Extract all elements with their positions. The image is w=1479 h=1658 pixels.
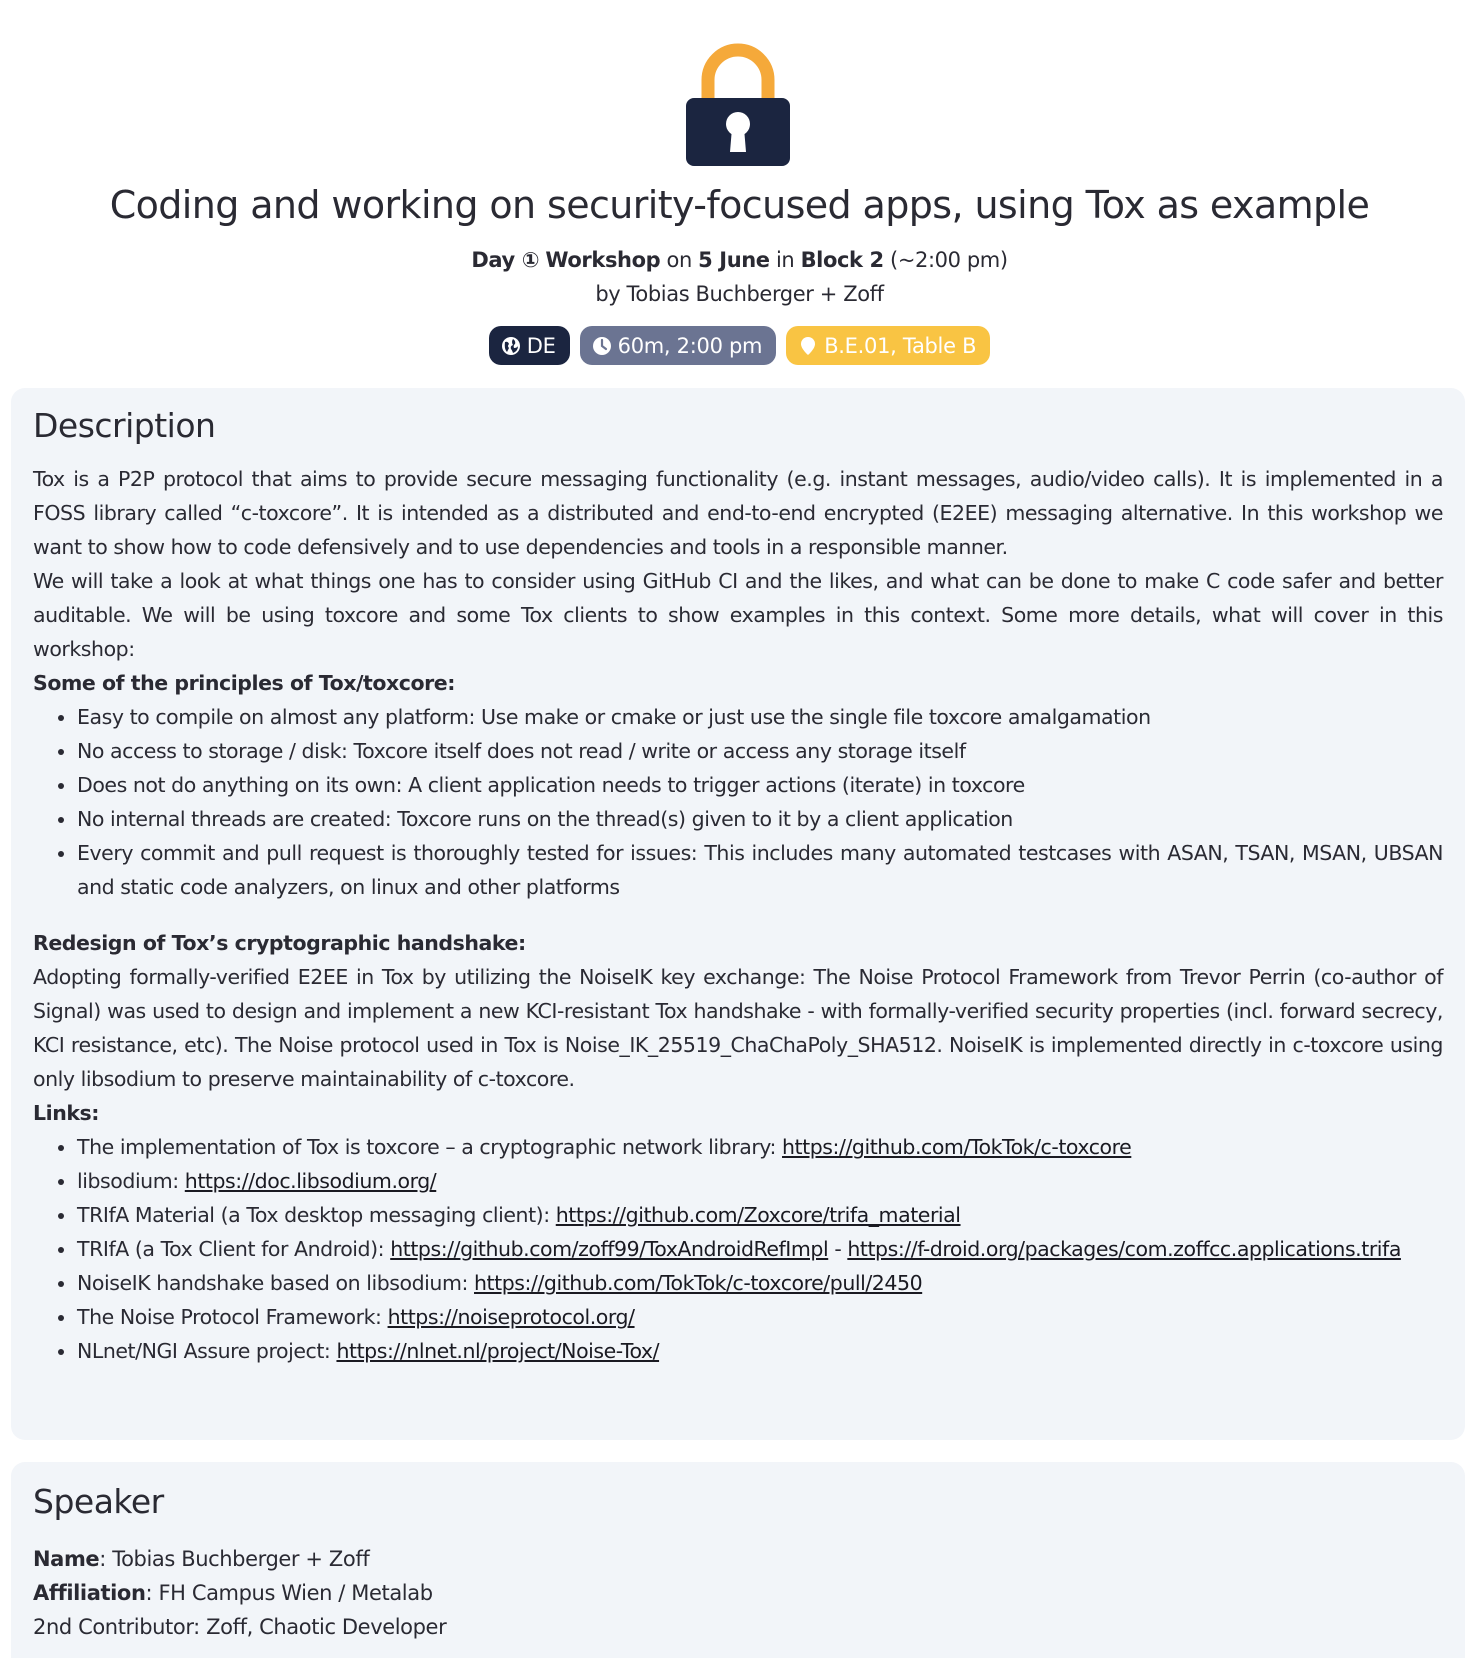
link-toxandroidrefimpl[interactable]: https://github.com/zoff99/ToxAndroidRefImpl [390, 1237, 829, 1261]
link-label: The implementation of Tox is toxcore – a cryptographic network library: [77, 1135, 783, 1159]
link-libsodium[interactable]: https://doc.libsodium.org/ [184, 1169, 437, 1193]
location-badge [786, 326, 990, 365]
link-label: NLnet/NGI Assure project: [77, 1339, 337, 1363]
session-block: Block 2 [800, 248, 884, 272]
session-type: Workshop [545, 248, 661, 272]
meta-on: on [666, 248, 692, 272]
link-label: NoiseIK handshake based on libsodium: [77, 1271, 475, 1295]
speaker-name: Tobias Buchberger + Zoff [112, 1547, 370, 1571]
meta-in: in [775, 248, 795, 272]
link-label: TRIfA Material (a Tox desktop messaging client): [77, 1203, 556, 1227]
lock-icon [686, 40, 790, 166]
map-pin-icon [798, 336, 818, 356]
session-schedule [0, 243, 1479, 277]
language-label: DE [526, 333, 556, 358]
session-meta [0, 243, 1479, 311]
link-noiseprotocol[interactable]: https://noiseprotocol.org/ [387, 1305, 635, 1329]
speaker-contributor-row [33, 1610, 1443, 1644]
time-badge [580, 326, 777, 365]
description-paragraph: We will take a look at what things one has to consider using GitHub CI and the likes, and what can be done to make C code safer and better auditable. We will be using toxcore and some Tox clients to show examples in this context. Some more details, what will cover in this workshop: [33, 569, 1443, 661]
list-item [77, 1266, 1443, 1300]
session-date: 5 June [698, 248, 770, 272]
link-label: TRIfA (a Tox Client for Android): [77, 1237, 391, 1261]
list-item [77, 1198, 1443, 1232]
description-body [33, 462, 1443, 1368]
speaker-affiliation-row: Affiliation: FH Campus Wien / Metalab [33, 1581, 433, 1605]
description-heading: Description [33, 406, 216, 445]
link-label: libsodium: [77, 1169, 185, 1193]
list-item [77, 1300, 1443, 1334]
link-noiseik-pull[interactable]: https://github.com/TokTok/c-toxcore/pull/2450 [474, 1271, 923, 1295]
list-item: • No internal threads are created: Toxcore runs on the thread(s) given to it by a client application [77, 802, 1443, 836]
description-paragraph: Tox is a P2P protocol that aims to provide secure messaging functionality (e.g. instant messages, audio/video calls). It is implemented in a FOSS library called “c-toxcore”. It is intended as a distributed and end-to-end encrypted (E2EE) messaging alternative. In this workshop we want to show how to code defensively and to use dependencies and tools in a responsible manner. [33, 467, 1443, 559]
link-fdroid-trifa[interactable]: https://f-droid.org/packages/com.zoffcc.applications.trifa [847, 1237, 1401, 1261]
links-heading: Links: [33, 1101, 100, 1125]
session-speakers: by Tobias Buchberger + Zoff [595, 282, 884, 306]
list-item [77, 1130, 1443, 1164]
list-item [77, 1232, 1443, 1266]
principles-heading: Some of the principles of Tox/toxcore: [33, 671, 455, 695]
speaker-body [33, 1542, 1443, 1644]
speaker-contributor: Zoff, Chaotic Developer [206, 1615, 447, 1639]
speaker-name-label: Name [33, 1547, 100, 1571]
globe-icon [501, 336, 521, 356]
badge-row [0, 326, 1479, 365]
principles-list [33, 700, 1443, 904]
description-card [11, 388, 1465, 1440]
link-label: The Noise Protocol Framework: [77, 1305, 388, 1329]
speaker-affiliation-label: Affiliation [33, 1581, 146, 1605]
list-item: • Does not do anything on its own: A client application needs to trigger actions (iterate) in toxcore [77, 768, 1443, 802]
redesign-heading: Redesign of Tox’s cryptographic handshake: [33, 931, 526, 955]
redesign-paragraph: Adopting formally-verified E2EE in Tox by utilizing the NoiseIK key exchange: The Noise Protocol Framework from Trevor Perrin (co-author of Signal) was used to design and implement a new KCI-resistant Tox handshake - with formally-verified security properties (incl. forward secrecy, KCI resistance, etc). The Noise protocol used in Tox is Noise_IK_25519_ChaChaPoly_SHA512. NoiseIK is implemented directly in c-toxcore using only libsodium to preserve maintainability of c-toxcore. [33, 965, 1443, 1091]
speaker-affiliation: FH Campus Wien / Metalab [158, 1581, 433, 1605]
link-nlnet-project[interactable]: https://nlnet.nl/project/Noise-Tox/ [336, 1339, 660, 1363]
link-c-toxcore[interactable]: https://github.com/TokTok/c-toxcore [782, 1135, 1132, 1159]
link-trifa-material[interactable]: https://github.com/Zoxcore/trifa_material [555, 1203, 961, 1227]
list-item: • Every commit and pull request is thoroughly tested for issues: This includes many automated testcases with ASAN, TSAN, MSAN, UBSAN and static code analyzers, on linux and other platforms [77, 836, 1443, 904]
list-item [77, 1334, 1443, 1368]
clock-icon [592, 336, 612, 356]
session-day: Day ① [471, 248, 540, 272]
links-list [33, 1130, 1443, 1368]
session-time-approx: (~2:00 pm) [890, 248, 1008, 272]
speaker-card [11, 1462, 1465, 1658]
list-item: • No access to storage / disk: Toxcore itself does not read / write or access any storage itself [77, 734, 1443, 768]
time-label: 60m, 2:00 pm [617, 333, 763, 358]
list-item [77, 1164, 1443, 1198]
language-badge [489, 326, 570, 365]
speaker-heading: Speaker [33, 1482, 164, 1521]
page-title: Coding and working on security-focused apps, using Tox as example [109, 183, 1370, 227]
location-label: B.E.01, Table B [824, 333, 977, 358]
list-item: • Easy to compile on almost any platform: Use make or cmake or just use the single file toxcore amalgamation [77, 700, 1443, 734]
speaker-contributor-label: 2nd Contributor: [33, 1615, 200, 1639]
link-separator: - [834, 1237, 848, 1261]
speaker-name-row: Name: Tobias Buchberger + Zoff [33, 1547, 370, 1571]
